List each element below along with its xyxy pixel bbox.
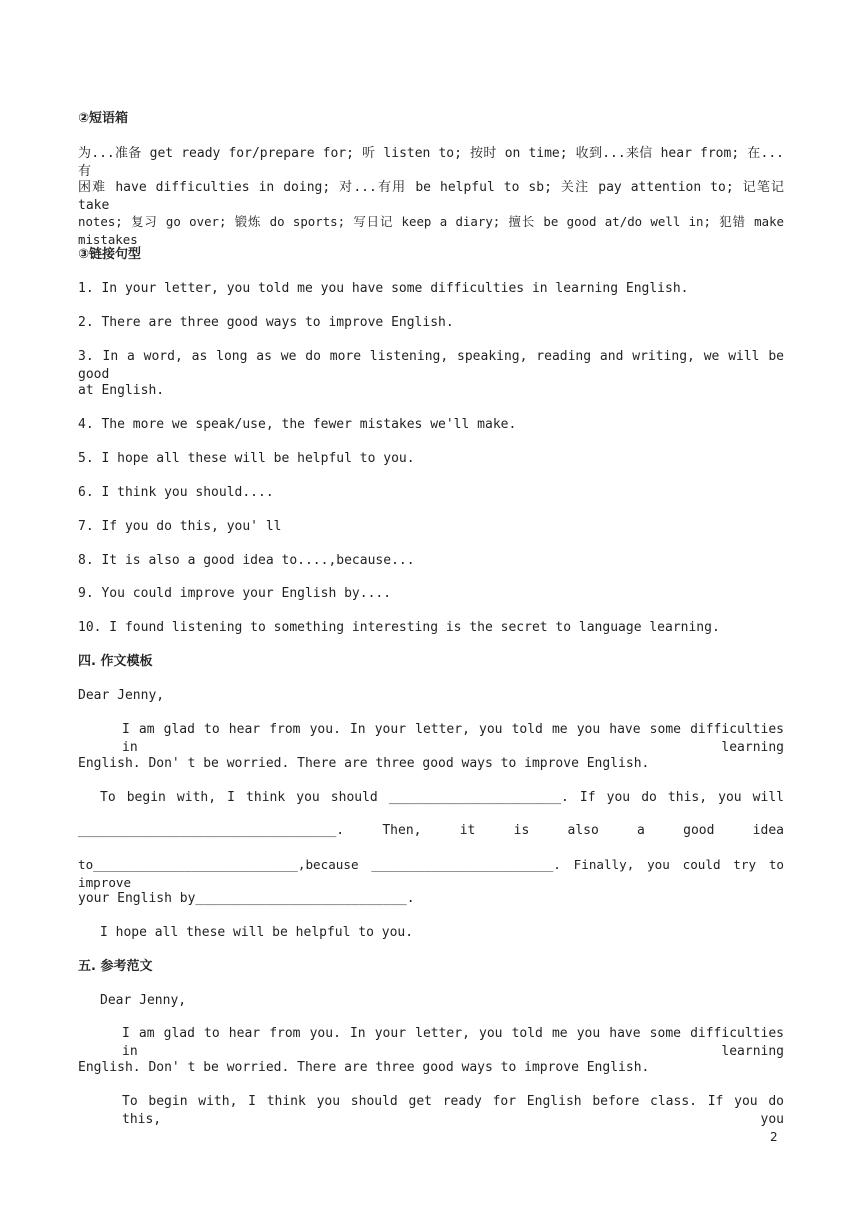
template-paragraph-line: English. Don' t be worried. There are three good ways to improve English. bbox=[78, 756, 650, 771]
phrases-line: 为...准备 get ready for/prepare for; 听 listen to; 按时 on time; 收到...来信 hear from; 在...有 bbox=[78, 146, 784, 179]
sample-salutation: Dear Jenny, bbox=[100, 993, 187, 1008]
sample-heading: 五. 参考范文 bbox=[78, 959, 153, 974]
template-paragraph-line: I hope all these will be helpful to you. bbox=[100, 925, 414, 940]
phrases-line: notes; 复习 go over; 锻炼 do sports; 写日记 keep a diary; 擅长 be good at/do well in; 犯错 make mistakes bbox=[78, 214, 784, 247]
template-paragraph-line: To begin with, I think you should ______________________. If you do this, you will bbox=[100, 790, 784, 805]
page-number: 2 bbox=[770, 1130, 778, 1144]
sample-paragraph-line: English. Don' t be worried. There are three good ways to improve English. bbox=[78, 1060, 650, 1075]
template-paragraph-line: _________________________________. Then, it is also a good idea bbox=[78, 823, 784, 838]
sentence-item: 2. There are three good ways to improve English. bbox=[78, 315, 454, 330]
phrases-line: 困难 have difficulties in doing; 对...有用 be helpful to sb; 关注 pay attention to; 记笔记 take bbox=[78, 180, 784, 213]
template-paragraph-line: I am glad to hear from you. In your letter, you told me you have some difficulties in learning bbox=[122, 722, 784, 755]
sentence-item: 6. I think you should.... bbox=[78, 485, 274, 500]
template-heading: 四. 作文模板 bbox=[78, 654, 153, 669]
template-paragraph-line: to___________________________,because ________________________. Finally, you could try to improve bbox=[78, 857, 784, 890]
sentence-item: at English. bbox=[78, 383, 165, 398]
phrases-heading: ②短语箱 bbox=[78, 111, 129, 126]
sentence-item: 10. I found listening to something interesting is the secret to language learning. bbox=[78, 620, 720, 635]
sentences-heading: ③链接句型 bbox=[78, 247, 142, 262]
sample-paragraph-line: To begin with, I think you should get ready for English before class. If you do this, you bbox=[122, 1094, 784, 1127]
template-salutation: Dear Jenny, bbox=[78, 688, 165, 703]
template-paragraph-line: your English by___________________________. bbox=[78, 891, 415, 906]
sentence-item: 3. In a word, as long as we do more listening, speaking, reading and writing, we will be good bbox=[78, 349, 784, 382]
sentence-item: 1. In your letter, you told me you have some difficulties in learning English. bbox=[78, 281, 689, 296]
sentence-item: 5. I hope all these will be helpful to you. bbox=[78, 451, 415, 466]
sentence-item: 7. If you do this, you' ll bbox=[78, 519, 282, 534]
sentence-item: 4. The more we speak/use, the fewer mistakes we'll make. bbox=[78, 417, 517, 432]
sample-paragraph-line: I am glad to hear from you. In your letter, you told me you have some difficulties in learning bbox=[122, 1026, 784, 1059]
sentence-item: 8. It is also a good idea to....,because... bbox=[78, 553, 415, 568]
sentence-item: 9. You could improve your English by.... bbox=[78, 586, 392, 601]
